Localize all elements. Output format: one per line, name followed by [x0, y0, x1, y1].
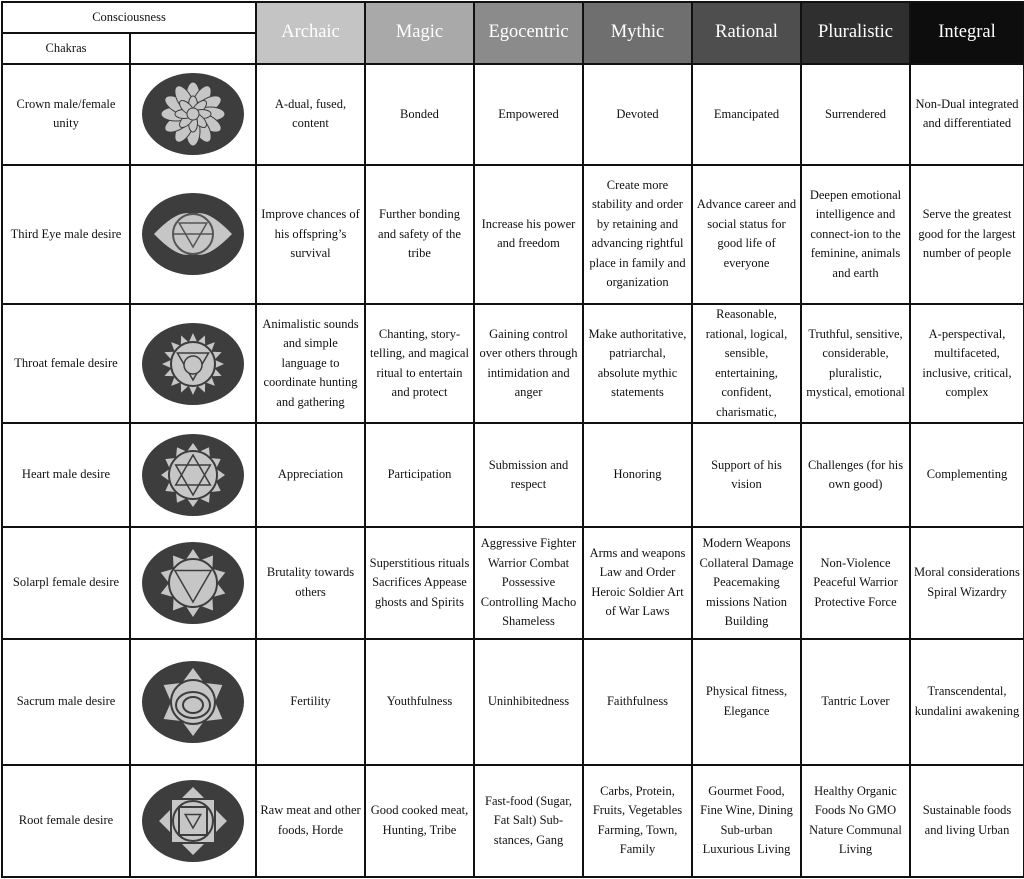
table-cell: Carbs, Protein, Fruits, Vegetables Farming, Town, Family: [583, 765, 692, 877]
level-pluralistic-header: Pluralistic: [801, 2, 910, 64]
table-cell: Chanting, story-telling, and magical ritual to entertain and protect: [365, 304, 474, 423]
table-cell: Fast-food (Sugar, Fat Salt) Sub-stances, Gang: [474, 765, 583, 877]
table-cell: Youthfulness: [365, 639, 474, 764]
table-cell: Truthful, sensitive, considerable, pluralistic, mystical, emotional: [801, 304, 910, 423]
table-cell: Healthy Organic Foods No GMO Nature Communal Living: [801, 765, 910, 877]
table-cell: Further bonding and safety of the tribe: [365, 165, 474, 304]
table-cell: Increase his power and freedom: [474, 165, 583, 304]
level-magic-header: Magic: [365, 2, 474, 64]
consciousness-label: Consciousness: [2, 2, 256, 33]
table-cell: Non-Dual integrated and differentiated: [910, 64, 1024, 164]
table-cell: Improve chances of his offspring’s survival: [256, 165, 365, 304]
table-cell: Submission and respect: [474, 423, 583, 526]
table-row: [2, 304, 1024, 423]
table-cell: Participation: [365, 423, 474, 526]
sacral-chakra-icon: [131, 659, 255, 745]
chakra-name: Heart male desire: [2, 423, 130, 526]
chakra-symbol-cell: [130, 527, 256, 639]
table-cell: A-dual, fused, content: [256, 64, 365, 164]
table-cell: Make authoritative, patriarchal, absolute mythic statements: [583, 304, 692, 423]
table-row: [2, 64, 1024, 164]
chakra-symbol-cell: [130, 64, 256, 164]
solar-plexus-chakra-icon: [131, 540, 255, 626]
throat-chakra-icon: [131, 321, 255, 407]
table-cell: Appreciation: [256, 423, 365, 526]
chakra-symbol-cell: [130, 423, 256, 526]
empty-header-cell: [130, 33, 256, 64]
chakra-symbol-cell: [130, 639, 256, 764]
table-cell: Brutality towards others: [256, 527, 365, 639]
table-cell: Advance career and social status for good life of everyone: [692, 165, 801, 304]
table-cell: Moral considerations Spiral Wizardry: [910, 527, 1024, 639]
table-cell: Tantric Lover: [801, 639, 910, 764]
header-row: [2, 2, 1024, 33]
table-row: [2, 165, 1024, 304]
chakra-name: Solarpl female desire: [2, 527, 130, 639]
table-row: [2, 765, 1024, 877]
third-eye-chakra-icon: [131, 191, 255, 277]
heart-chakra-icon: [131, 432, 255, 518]
table-cell: Emancipated: [692, 64, 801, 164]
table-cell: Create more stability and order by retaining and advancing rightful place in family and organization: [583, 165, 692, 304]
chakra-symbol-cell: [130, 165, 256, 304]
table-cell: Surrendered: [801, 64, 910, 164]
table-cell: Faithfulness: [583, 639, 692, 764]
chakra-symbol-cell: [130, 304, 256, 423]
level-archaic-header: Archaic: [256, 2, 365, 64]
table-cell: A-perspectival, multifaceted, inclusive, critical, complex: [910, 304, 1024, 423]
level-mythic-header: Mythic: [583, 2, 692, 64]
table-cell: Gaining control over others through intimidation and anger: [474, 304, 583, 423]
table-cell: Reasonable, rational, logical, sensible, entertaining, confident, charismatic,: [692, 304, 801, 423]
table-body: [2, 64, 1024, 877]
table-cell: Honoring: [583, 423, 692, 526]
table-cell: Arms and weapons Law and Order Heroic Soldier Art of War Laws: [583, 527, 692, 639]
table-row: [2, 639, 1024, 764]
table-cell: Modern Weapons Collateral Damage Peacemaking missions Nation Building: [692, 527, 801, 639]
table-cell: Good cooked meat, Hunting, Tribe: [365, 765, 474, 877]
table-cell: Devoted: [583, 64, 692, 164]
table-cell: Complementing: [910, 423, 1024, 526]
table-cell: Non-Violence Peaceful Warrior Protective Force: [801, 527, 910, 639]
table-row: [2, 423, 1024, 526]
chakra-name: Root female desire: [2, 765, 130, 877]
table-cell: Transcendental, kundalini awakening: [910, 639, 1024, 764]
table-cell: Physical fitness, Elegance: [692, 639, 801, 764]
table-cell: Bonded: [365, 64, 474, 164]
chakras-label: Chakras: [2, 33, 130, 64]
table-cell: Superstitious rituals Sacrifices Appease ghosts and Spirits: [365, 527, 474, 639]
chakra-symbol-cell: [130, 765, 256, 877]
chakra-name: Crown male/female unity: [2, 64, 130, 164]
table-cell: Support of his vision: [692, 423, 801, 526]
level-integral-header: Integral: [910, 2, 1024, 64]
table-cell: Aggressive Fighter Warrior Combat Possessive Controlling Macho Shameless: [474, 527, 583, 639]
table-cell: Deepen emotional intelligence and connect-ion to the feminine, animals and earth: [801, 165, 910, 304]
table-cell: Challenges (for his own good): [801, 423, 910, 526]
table-cell: Gourmet Food, Fine Wine, Dining Sub-urban Luxurious Living: [692, 765, 801, 877]
level-egocentric-header: Egocentric: [474, 2, 583, 64]
crown-chakra-icon: [131, 71, 255, 157]
level-rational-header: Rational: [692, 2, 801, 64]
chakra-consciousness-table: [1, 1, 1024, 878]
chakra-name: Throat female desire: [2, 304, 130, 423]
table-cell: Serve the greatest good for the largest number of people: [910, 165, 1024, 304]
table-cell: Uninhibitedness: [474, 639, 583, 764]
table-cell: Animalistic sounds and simple language to coordinate hunting and gathering: [256, 304, 365, 423]
table-cell: Raw meat and other foods, Horde: [256, 765, 365, 877]
table-cell: Empowered: [474, 64, 583, 164]
table-row: [2, 527, 1024, 639]
table-cell: Sustainable foods and living Urban: [910, 765, 1024, 877]
chakra-name: Sacrum male desire: [2, 639, 130, 764]
chakra-name: Third Eye male desire: [2, 165, 130, 304]
table-cell: Fertility: [256, 639, 365, 764]
root-chakra-icon: [131, 778, 255, 864]
